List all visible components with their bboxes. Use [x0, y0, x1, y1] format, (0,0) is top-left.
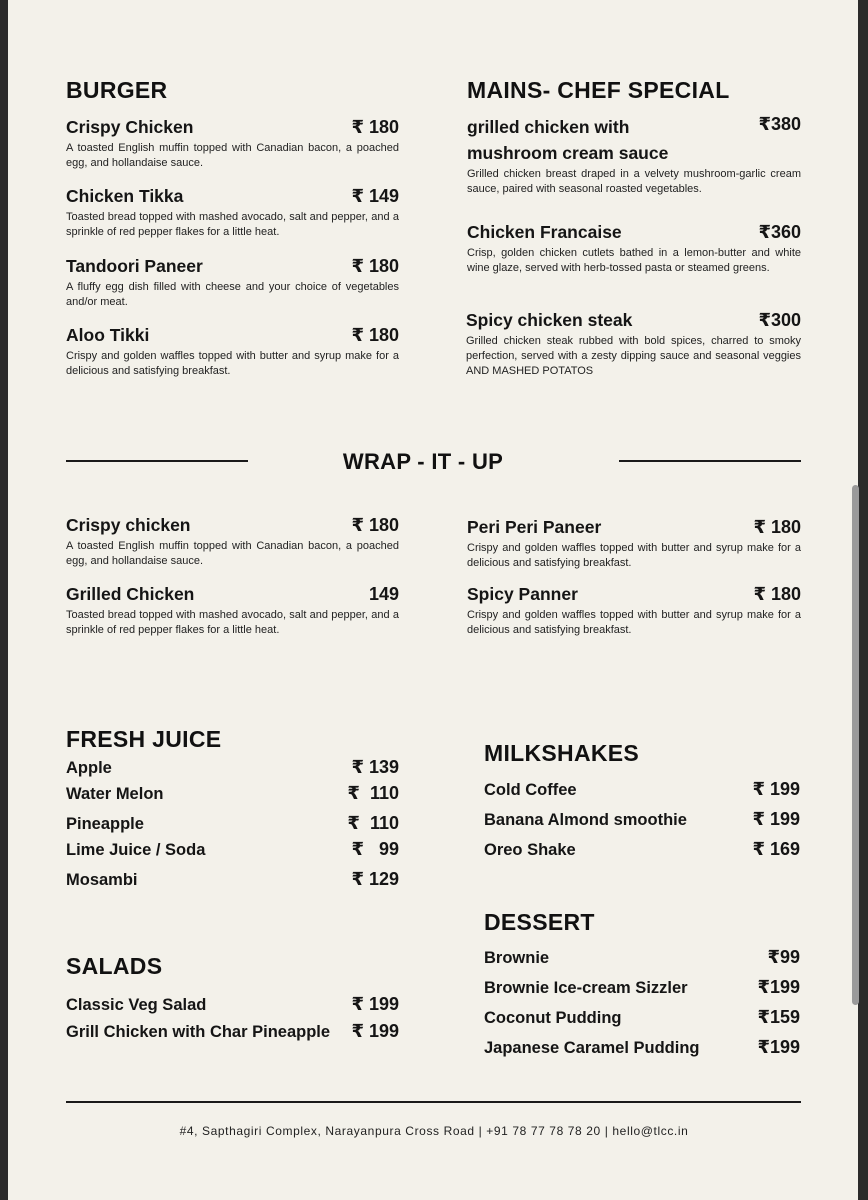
item-name: Japanese Caramel Pudding: [484, 1039, 700, 1057]
item-description: Crispy and golden waffles topped with butter and syrup make for a delicious and satisfying breakfast.: [467, 609, 801, 636]
menu-item: [484, 977, 800, 998]
item-price: ₹199: [757, 1037, 800, 1057]
item-description: Grilled chicken steak rubbed with bold spices, charred to smoky perfection, served with a zesty dipping sauce and seasonal veggies AND MASHED POTATOS: [466, 335, 801, 377]
item-name: Spicy Panner: [467, 584, 578, 604]
item-price: ₹300: [758, 310, 801, 330]
item-name: Chicken Tikka: [66, 186, 184, 206]
menu-page: [8, 0, 858, 1200]
item-name: Water Melon: [66, 785, 164, 803]
item-name: Coconut Pudding: [484, 1009, 622, 1027]
item-price: ₹ 110: [347, 783, 399, 803]
item-price: ₹ 199: [351, 1021, 399, 1041]
item-name: Brownie Ice-cream Sizzler: [484, 979, 688, 997]
menu-item: [467, 114, 801, 197]
item-price: ₹380: [758, 114, 801, 134]
item-price: 149: [368, 584, 399, 604]
milkshakes-title: MILKSHAKES: [484, 740, 640, 766]
salads-title: SALADS: [66, 953, 163, 979]
menu-item: [66, 253, 399, 310]
item-name: Crispy chicken: [66, 515, 191, 535]
item-name: Apple: [66, 759, 112, 777]
menu-item: [466, 307, 801, 379]
item-name: Spicy chicken steak: [466, 310, 633, 330]
menu-item: [66, 869, 399, 890]
item-name: Banana Almond smoothie: [484, 811, 687, 829]
menu-item: [484, 839, 800, 860]
menu-item: [66, 114, 399, 171]
item-price: ₹ 180: [753, 517, 801, 537]
scrollbar-thumb[interactable]: [852, 485, 859, 1005]
menu-item: [66, 512, 399, 569]
menu-item: [467, 581, 801, 638]
item-description: A fluffy egg dish filled with cheese and your choice of vegetables and/or meat.: [66, 281, 399, 308]
menu-item: [484, 1007, 800, 1028]
item-description: A toasted English muffin topped with Canadian bacon, a poached egg, and hollandaise sauce.: [66, 142, 399, 169]
item-price: ₹ 199: [351, 994, 399, 1014]
item-name: Lime Juice / Soda: [66, 841, 206, 859]
burger-title: BURGER: [66, 77, 168, 103]
menu-item: [484, 1037, 800, 1058]
menu-item: [484, 809, 800, 830]
item-name: Chicken Francaise: [467, 222, 622, 242]
item-price: ₹ 110: [347, 813, 399, 833]
menu-item: [467, 219, 801, 276]
item-price: ₹159: [757, 1007, 800, 1027]
menu-item: [66, 994, 399, 1015]
item-name: Pineapple: [66, 815, 144, 833]
item-price: ₹ 169: [752, 839, 800, 859]
item-price: ₹ 180: [351, 515, 399, 535]
divider-left: [66, 460, 248, 462]
item-price: ₹99: [767, 947, 800, 967]
item-price: ₹ 129: [351, 869, 399, 889]
item-price: ₹ 139: [351, 757, 399, 777]
juice-title: FRESH JUICE: [66, 726, 222, 752]
item-price: ₹ 199: [752, 809, 800, 829]
item-price: ₹ 149: [351, 186, 399, 206]
item-name: Tandoori Paneer: [66, 256, 203, 276]
item-name: Mosambi: [66, 871, 138, 889]
item-price: ₹ 180: [351, 325, 399, 345]
dessert-title: DESSERT: [484, 909, 595, 935]
footer-divider: [66, 1101, 801, 1103]
item-price: ₹360: [758, 222, 801, 242]
item-price: ₹ 180: [351, 117, 399, 137]
wrap-title: WRAP - IT - UP: [342, 449, 504, 474]
menu-item: [66, 1021, 399, 1042]
divider-right: [619, 460, 801, 462]
menu-item: [66, 783, 399, 804]
item-description: Toasted bread topped with mashed avocado, salt and pepper, and a sprinkle of red pepper flakes for a little heat.: [66, 211, 399, 238]
item-price: ₹ 199: [752, 779, 800, 799]
item-description: Crispy and golden waffles topped with butter and syrup make for a delicious and satisfying breakfast.: [467, 542, 801, 569]
item-name: Grilled Chicken: [66, 584, 195, 604]
item-description: Crispy and golden waffles topped with butter and syrup make for a delicious and satisfying breakfast.: [66, 350, 399, 377]
item-name: Peri Peri Paneer: [467, 517, 602, 537]
item-price: ₹ 180: [351, 256, 399, 276]
item-name: Grill Chicken with Char Pineapple: [66, 1023, 331, 1041]
footer-contact: #4, Sapthagiri Complex, Narayanpura Cross Road | +91 78 77 78 78 20 | hello@tlcc.in: [179, 1124, 689, 1138]
item-price: ₹ 99: [351, 839, 399, 859]
menu-item: [484, 779, 800, 800]
menu-item: [467, 514, 801, 571]
item-name: Oreo Shake: [484, 841, 576, 859]
item-name: Brownie: [484, 949, 550, 967]
item-price: ₹ 180: [753, 584, 801, 604]
item-name: Cold Coffee: [484, 781, 577, 799]
item-description: A toasted English muffin topped with Canadian bacon, a poached egg, and hollandaise sauce.: [66, 540, 399, 567]
item-description: Toasted bread topped with mashed avocado, salt and pepper, and a sprinkle of red pepper flakes for a little heat.: [66, 609, 399, 636]
item-name: Crispy Chicken: [66, 117, 194, 137]
mains-title: MAINS- CHEF SPECIAL: [467, 77, 730, 103]
menu-item: [66, 839, 399, 860]
menu-item: [66, 813, 399, 834]
item-price: ₹199: [757, 977, 800, 997]
menu-item: [66, 581, 399, 638]
menu-item: [66, 322, 399, 379]
item-name: Aloo Tikki: [66, 325, 150, 345]
menu-item: [484, 947, 800, 968]
menu-item: [66, 757, 399, 778]
item-description: Grilled chicken breast draped in a velvety mushroom-garlic cream sauce, paired with seasonal roasted vegetables.: [467, 168, 801, 195]
item-name: grilled chicken with mushroom cream sauce: [467, 117, 669, 163]
menu-item: [66, 183, 399, 240]
item-description: Crisp, golden chicken cutlets bathed in a lemon-butter and white wine glaze, served with herb-tossed pasta or steamed greens.: [467, 247, 801, 274]
item-name: Classic Veg Salad: [66, 996, 207, 1014]
